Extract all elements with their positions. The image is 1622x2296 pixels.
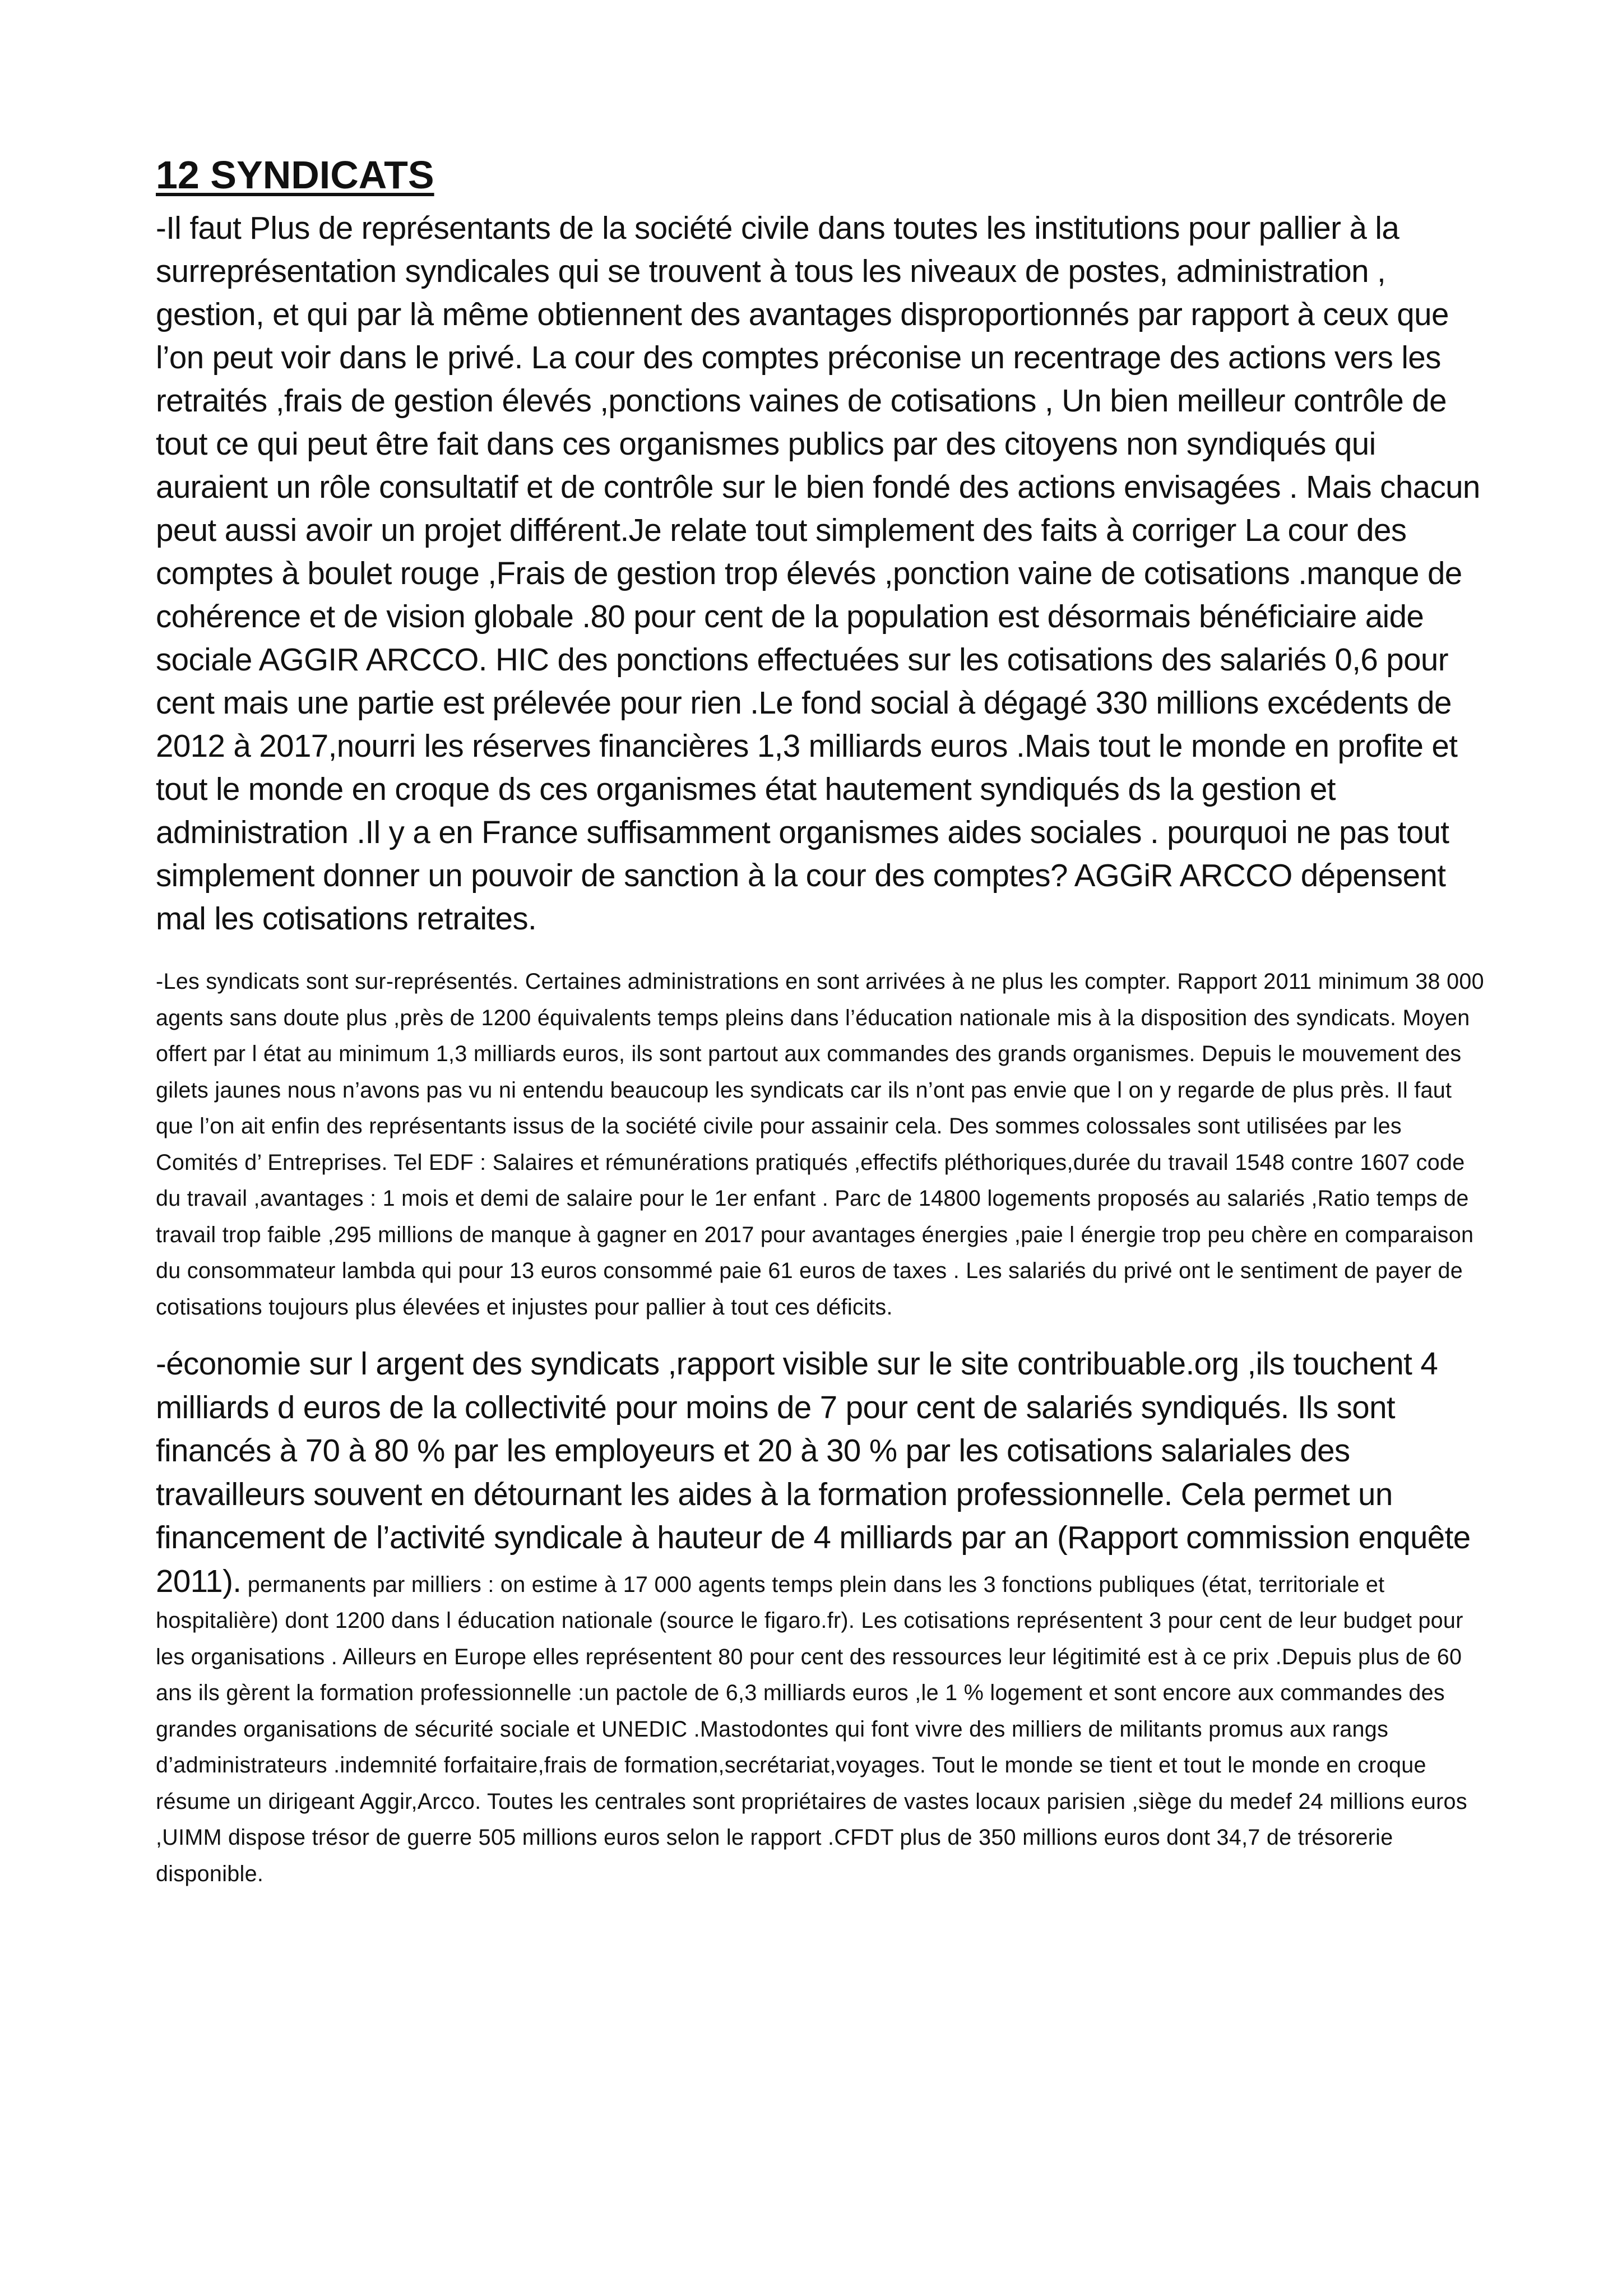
paragraph-syndicats-money-small: permanents par milliers : on estime à 17 000 agents temps plein dans les 3 fonctions publiques (état, territoriale et hospitalière) dont 1200 dans l éducation nationale (source le figaro.fr). Les cotisations représentent 3 pour cent de leur budget pour les organisations . Ailleurs en Europe elles représentent 80 pour cent des ressources leur légitimité est à ce prix .Depuis plus de 60 ans ils gèrent la formation professionnelle :un pactole de 6,3 milliards euros ,le 1 % logement et sont encore aux commandes des grandes organisations de sécurité sociale et UNEDIC .Mastodontes qui font vivre des milliers de militants promus aux rangs d’administrateurs .indemnité forfaitaire,frais de formation,secrétariat,voyages. Tout le monde se tient et tout le monde en croque résume un dirigeant Aggir,Arcco. Toutes les centrales sont propriétaires de vastes locaux parisien ,siège du medef 24 millions euros ,UIMM dispose trésor de guerre 505 millions euros selon le rapport .CFDT plus de 350 millions euros dont 34,7 de trésorerie disponible. [156, 1572, 1467, 1886]
paragraph-syndicats-overrepresented: -Les syndicats sont sur-représentés. Certaines administrations en sont arrivées à ne plus les compter. Rapport 2011 minimum 38 000 agents sans doute plus ,près de 1200 équivalents temps pleins dans l’éducation nationale mis à la disposition des syndicats. Moyen offert par l état au minimum 1,3 milliards euros, ils sont partout aux commandes des grands organismes. Depuis le mouvement des gilets jaunes nous n’avons pas vu ni entendu beaucoup les syndicats car ils n’ont pas envie que l on y regarde de plus près. Il faut que l’on ait enfin des représentants issus de la société civile pour assainir cela. Des sommes colossales sont utilisées par les Comités d’ Entreprises. Tel EDF : Salaires et rémunérations pratiqués ,effectifs pléthoriques,durée du travail 1548 contre 1607 code du travail ,avantages : 1 mois et demi de salaire pour le 1er enfant . Parc de 14800 logements proposés au salariés ,Ratio temps de travail trop faible ,295 millions de manque à gagner en 2017 pour avantages énergies ,paie l énergie trop peu chère en comparaison du consommateur lambda qui pour 13 euros consommé paie 61 euros de taxes . Les salariés du privé ont le sentiment de payer de cotisations toujours plus élevées et injustes pour pallier à tout ces déficits. [156, 969, 1484, 1320]
document-title: 12 SYNDICATS [156, 153, 434, 197]
paragraph-civil-society: -Il faut Plus de représentants de la société civile dans toutes les institutions pour pallier à la surreprésentation syndicales qui se trouvent à tous les niveaux de postes, administration , gestion, et qui par là même obtiennent des avantages disproportionnés par rapport à ceux que l’on peut voir dans le privé. La cour des comptes préconise un recentrage des actions vers les retraités ,frais de gestion élevés ,ponctions vaines de cotisations , Un bien meilleur contrôle de tout ce qui peut être fait dans ces organismes publics par des citoyens non syndiqués qui auraient un rôle consultatif et de contrôle sur le bien fondé des actions envisagées . Mais chacun peut aussi avoir un projet différent.Je relate tout simplement des faits à corriger La cour des comptes à boulet rouge ,Frais de gestion trop élevés ,ponction vaine de cotisations .manque de cohérence et de vision globale .80 pour cent de la population est désormais bénéficiaire aide sociale AGGIR ARCCO. HIC des ponctions effectuées sur les cotisations des salariés 0,6 pour cent mais une partie est prélevée pour rien .Le fond social à dégagé 330 millions excédents de 2012 à 2017,nourri les réserves financières 1,3 milliards euros .Mais tout le monde en profite et tout le monde en croque ds ces organismes état hautement syndiqués ds la gestion et administration .Il y a en France suffisamment organismes aides sociales . pourquoi ne pas tout simplement donner un pouvoir de sanction à la cour des comptes? AGGiR ARCCO dépensent mal les cotisations retraites. [156, 210, 1480, 936]
document-page [156, 151, 1490, 1892]
paragraph-syndicats-money-large: -économie sur l argent des syndicats ,rapport visible sur le site contribuable.org ,ils touchent 4 milliards d euros de la collectivité pour moins de 7 pour cent de salariés syndiqués. Ils sont financés à 70 à 80 % par les employeurs et 20 à 30 % par les cotisations salariales des travailleurs souvent en détournant les aides à la formation professionnelle. Cela permet un financement de l’activité syndicale à hauteur de 4 milliards par an (Rapport commission enquête 2011). [156, 1346, 1471, 1599]
paragraph-syndicats-money [156, 1342, 1490, 1892]
